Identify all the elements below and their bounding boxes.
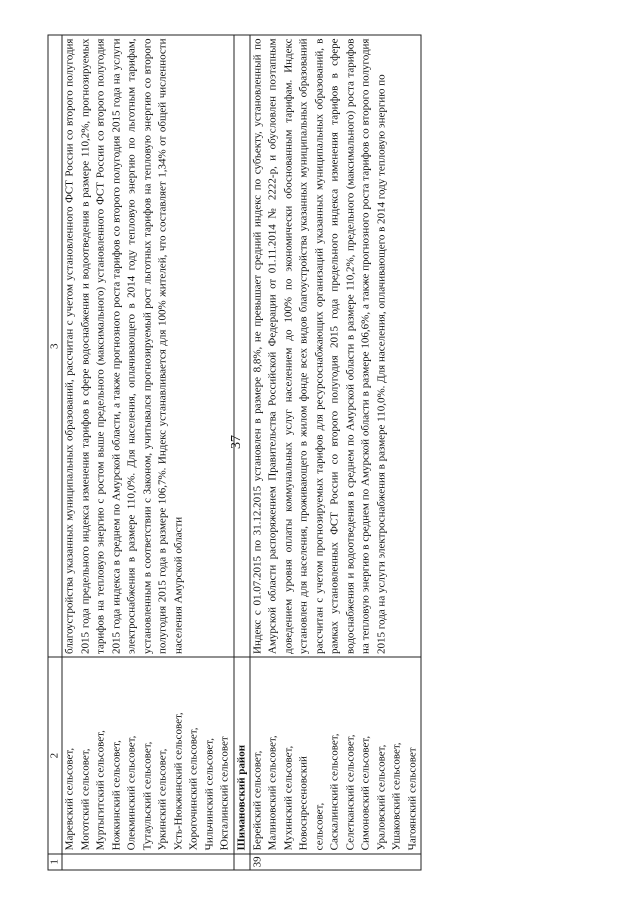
district-cell-empty bbox=[234, 854, 250, 870]
municipality-name: Мухинский сельсовет, bbox=[282, 745, 294, 851]
district-row bbox=[234, 35, 250, 870]
municipality-name: Тутаульский сельсовет, bbox=[141, 741, 153, 851]
municipality-name: Ушаковский сельсовет, bbox=[390, 742, 403, 851]
tariff-description bbox=[250, 35, 422, 657]
municipality-name: Муртыгитский сельсовет, bbox=[94, 730, 107, 851]
municipality-name: Саскалинский сельсовет, bbox=[328, 733, 341, 851]
column-header-2: 2 bbox=[48, 657, 62, 853]
description-paragraph: благоустройства указанных муниципальных образований, рассчитан с учетом установленного ФСТ России со второго полугодия 2015 года предельного индекса изменения тарифов в сфере водоснабжения и водоотведения в размере 110,2%, прогнозируемых тарифов на тепловую энергию с ростом выше предельного (максимального) установленного ФСТ России со второго полугодия 2015 года индекса в среднем по Амурской области, а также прогнозного роста тарифов со второго полугодия 2015 года на услуги электроснабжения в размере 110,0%. Для населения, оплачивающего в 2014 году тепловую энергию по льготным тарифам, установленным в соответствии с Законом, учитывался прогнозируемый рост льготных тарифов на тепловую энергию со второго полугодия 2015 года в размере 106,7%. Индекс устанавливается для 100% жителей, что составляет 1,34% от общей численности населения Амурской области bbox=[63, 38, 184, 654]
municipality-name: сельсовет, bbox=[313, 802, 325, 851]
table-row bbox=[62, 35, 234, 870]
municipality-name: Усть-Нюкжинский сельсовет, bbox=[172, 712, 184, 851]
municipality-name: Маревский сельсовет, bbox=[63, 747, 76, 851]
column-header-1: 1 bbox=[48, 854, 62, 870]
municipality-name: Олекминский сельсовет, bbox=[125, 735, 138, 851]
district-cell-empty bbox=[234, 35, 250, 657]
municipality-list bbox=[62, 657, 234, 853]
column-header-3: 3 bbox=[48, 35, 62, 657]
district-name: Шимановский район bbox=[234, 657, 250, 853]
document-sheet bbox=[48, 35, 593, 871]
municipality-name: Уркинский сельсовет, bbox=[156, 748, 169, 851]
municipality-name: Ураловский сельсовет, bbox=[375, 744, 387, 851]
table-header-row bbox=[48, 35, 62, 870]
municipality-name: Новоснресеновский bbox=[297, 756, 310, 851]
municipality-name: Моготский сельсовет, bbox=[79, 748, 91, 851]
municipality-name: Хорогочинский сельсовет, bbox=[187, 727, 200, 851]
municipality-name: Юкталинский сельсовет bbox=[218, 736, 231, 851]
municipality-name: Чильчинский сельсовет, bbox=[203, 738, 215, 851]
description-paragraph: Индекс с 01.07.2015 по 31.12.2015 установлен в размере 8,8%, не превышает средний индекс по субъекту, установленный по Амурской области распоряжением Правительства Российской Федерации от 01.11.2014 № 2222-р, и обусловлен поэтапным доведением уровня оплаты коммунальных услуг населением до 100% по экономически обоснованным тарифам. Индекс установлен для населения, проживающего в жилом фонде всех видов благоустройства указанных муниципальных образований рассчитан с учетом прогнозируемых тарифов для ресурсоснабжающих организаций указанных муниципальных образований, в рамках установленных ФСТ России со второго полугодия 2015 года предельного индекса изменения тарифов в сфере водоснабжения и водоотведения в среднем по Амурской области в размере 110,2%, предельного (максимального) роста тарифов на тепловую энергию в среднем по Амурской области в размере 106,6%, а также прогнозного роста тарифов со второго полугодия 2015 года на услуги электроснабжения в размере 110,0%. Для населения, оплачивающего в 2014 году тепловую энергию по bbox=[251, 38, 387, 654]
row-number bbox=[62, 854, 234, 870]
row-number: 39 bbox=[250, 854, 422, 870]
municipality-name: Селетканский сельсовет, bbox=[344, 734, 356, 851]
tariff-table bbox=[48, 35, 422, 871]
page-number: 37 bbox=[229, 435, 244, 449]
municipality-name: Чагоянский сельсовет bbox=[406, 747, 418, 851]
municipality-list bbox=[250, 657, 422, 853]
municipality-name: Берейский сельсовет, bbox=[251, 750, 263, 851]
municipality-name: Малиновский сельсовет, bbox=[266, 735, 279, 851]
tariff-description bbox=[62, 35, 234, 657]
municipality-name: Ножкинский сельсовет, bbox=[110, 740, 122, 851]
municipality-name: Симоновский сельсовет, bbox=[359, 735, 372, 851]
table-row bbox=[250, 35, 422, 870]
